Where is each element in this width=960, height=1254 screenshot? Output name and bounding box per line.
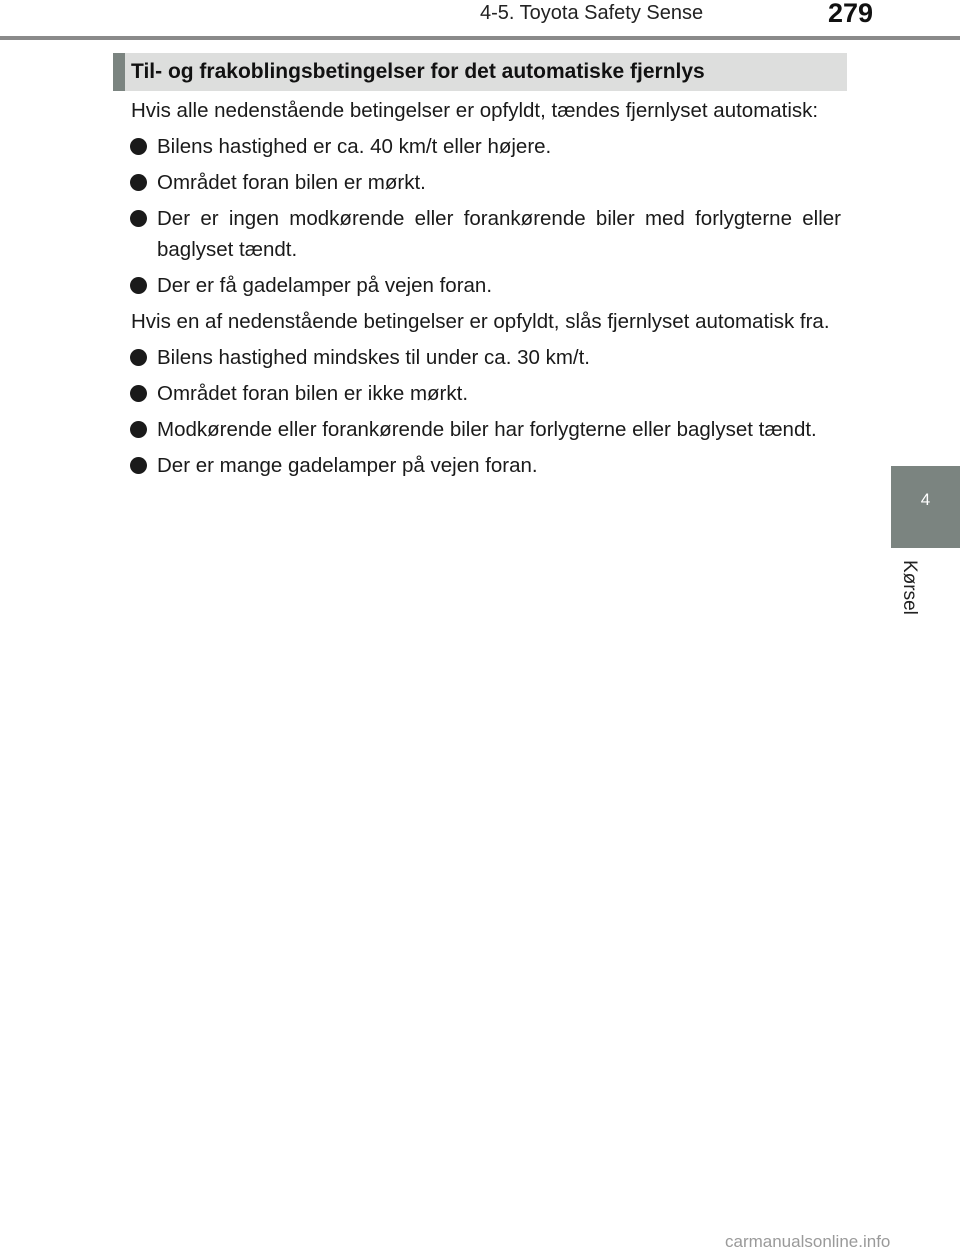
list-item [131,342,841,373]
list-item [131,450,841,481]
bullet-icon [130,457,147,474]
list-item [131,414,841,445]
running-header-section: 4-5. Toyota Safety Sense [480,2,704,24]
list-item-text: Bilens hastighed mindskes til under ca. 30 km/t. [157,346,590,369]
list-item [131,378,841,409]
bullet-icon [130,385,147,402]
bullet-icon [130,349,147,366]
list-item [131,167,841,198]
watermark: carmanualsonline.info [725,1232,891,1251]
bullet-icon [130,421,147,438]
intro-off-paragraph: Hvis en af nedenstående betingelser er opfyldt, slås fjernlyset automatisk fra. [131,310,830,333]
bullet-icon [130,138,147,155]
list-item-text: Området foran bilen er mørkt. [157,171,426,194]
page-number: 279 [828,0,874,28]
body-content [131,95,841,486]
section-heading: Til- og frakoblingsbetingelser for det automatiske fjernlys [131,60,705,83]
list-item-text: Der er ingen modkørende eller forankørende biler med forlygterne eller baglyset tændt. [157,207,841,261]
bullet-icon [130,174,147,191]
section-heading-bar [113,53,847,91]
chapter-tab [891,466,960,548]
list-item-text: Modkørende eller forankørende biler har forlygterne eller baglyset tændt. [157,418,817,441]
chapter-number: 4 [920,490,931,509]
list-item [131,203,841,265]
list-item-text: Bilens hastighed er ca. 40 km/t eller højere. [157,135,552,158]
list-item [131,131,841,162]
chapter-title: Kørsel [899,560,920,615]
bullet-icon [130,277,147,294]
intro-on-paragraph: Hvis alle nedenstående betingelser er opfyldt, tændes fjernlyset automatisk: [131,99,819,122]
bullet-icon [130,210,147,227]
header-divider [0,36,960,40]
list-item-text: Der er mange gadelamper på vejen foran. [157,454,538,477]
list-item-text: Området foran bilen er ikke mørkt. [157,382,469,405]
list-item [131,270,841,301]
list-item-text: Der er få gadelamper på vejen foran. [157,274,493,297]
